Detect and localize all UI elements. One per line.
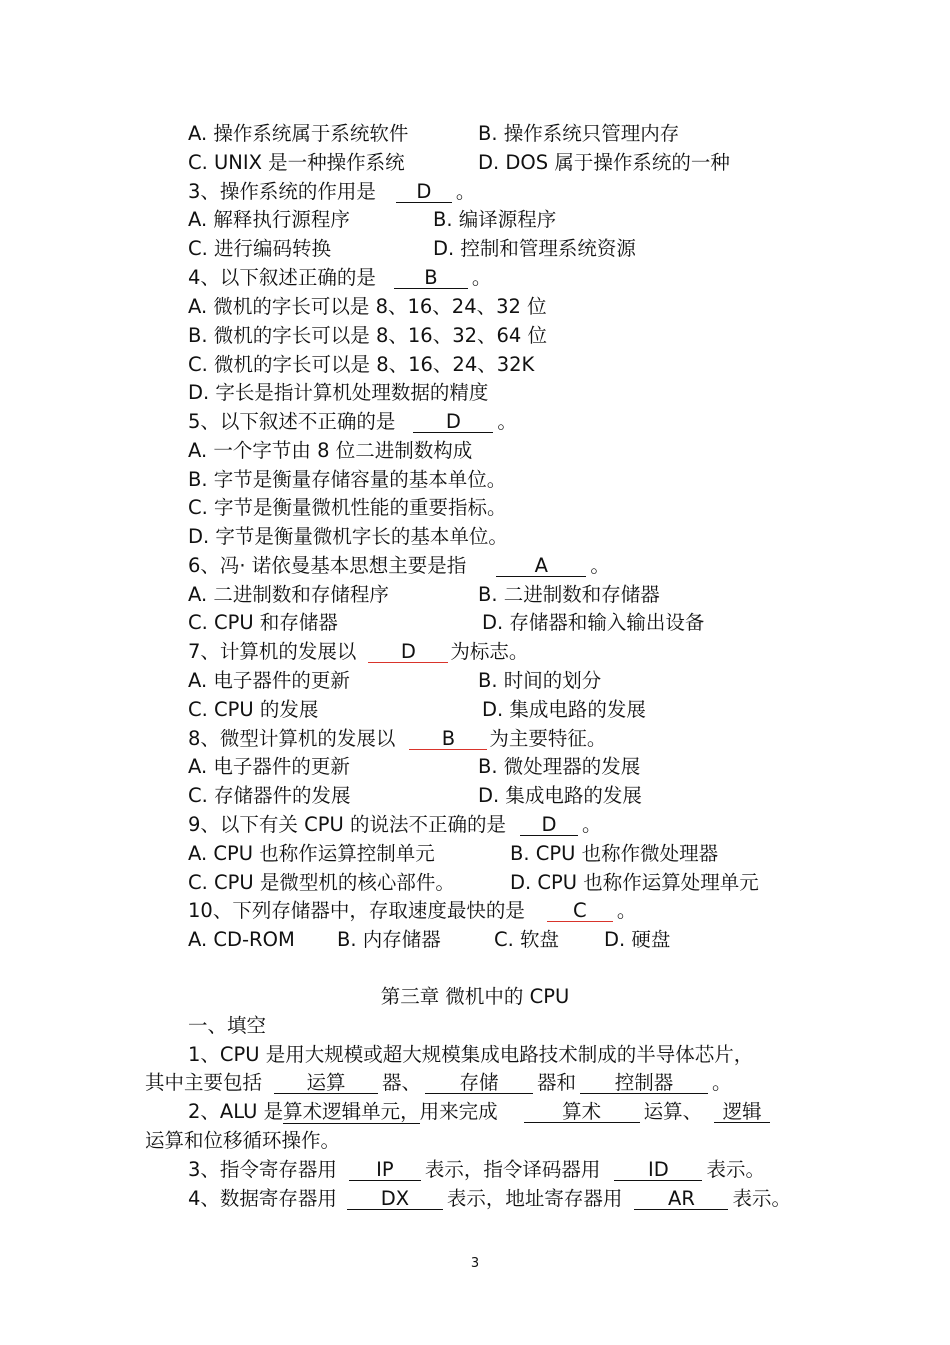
q9-option-b: B. CPU 也称作微处理器 xyxy=(510,842,719,865)
q6-option-a: A. 二进制数和存储程序 xyxy=(188,583,389,606)
q2-option-b: B. 操作系统只管理内存 xyxy=(478,122,680,145)
q4-tail: 。 xyxy=(471,266,492,289)
q3-option-a: A. 解释执行源程序 xyxy=(188,208,350,231)
q3-tail: 。 xyxy=(455,180,476,203)
fill4-blank-2: AR xyxy=(634,1189,728,1210)
q9-tail: 。 xyxy=(581,813,602,836)
q7-option-a: A. 电子器件的更新 xyxy=(188,669,350,692)
q8-question-text: 8、微型计算机的发展以 xyxy=(188,727,396,750)
q4-answer-blank: B xyxy=(394,268,468,289)
q6-question-text: 6、冯· 诺依曼基本思想主要是指 xyxy=(188,554,467,577)
q7-option-b: B. 时间的划分 xyxy=(478,669,602,692)
q10-option-a: A. CD-ROM xyxy=(188,928,295,951)
fill1-mid-1: 器、 xyxy=(382,1071,422,1094)
fill2-underlined-term: 算术逻辑单元， xyxy=(283,1100,420,1123)
q8-option-a: A. 电子器件的更新 xyxy=(188,755,350,778)
fill3-prefix: 3、指令寄存器用 xyxy=(188,1158,337,1181)
fill2-blank-2: 逻辑 xyxy=(714,1102,770,1123)
q3-option-b: B. 编译源程序 xyxy=(433,208,557,231)
q3-option-c: C. 进行编码转换 xyxy=(188,237,332,260)
q10-option-d: D. 硬盘 xyxy=(604,928,671,951)
fill1-line1: 1、CPU 是用大规模或超大规模集成电路技术制成的半导体芯片， xyxy=(188,1043,754,1066)
q7-answer-blank: D xyxy=(368,642,448,663)
page-number: 3 xyxy=(470,1256,480,1271)
fill4-mid: 表示，地址寄存器用 xyxy=(446,1187,623,1210)
fill3-blank-1: IP xyxy=(349,1160,421,1181)
q5-answer-blank: D xyxy=(413,412,493,433)
q4-option-a: A. 微机的字长可以是 8、16、24、32 位 xyxy=(188,295,547,318)
fill2-mid-2: 运算、 xyxy=(643,1100,703,1123)
q2-option-d: D. DOS 属于操作系统的一种 xyxy=(478,151,730,174)
chapter-title: 第三章 微机中的 CPU xyxy=(380,985,570,1008)
q4-option-d: D. 字长是指计算机处理数据的精度 xyxy=(188,381,489,404)
q3-option-d: D. 控制和管理系统资源 xyxy=(433,237,636,260)
q8-option-d: D. 集成电路的发展 xyxy=(478,784,642,807)
q8-tail: 为主要特征。 xyxy=(489,727,607,750)
fill1-blank-3: 控制器 xyxy=(580,1073,708,1094)
q7-stem xyxy=(188,640,528,664)
q6-tail: 。 xyxy=(590,554,610,577)
q2-option-c: C. UNIX 是一种操作系统 xyxy=(188,151,405,174)
q6-answer-blank: A xyxy=(496,556,586,577)
q6-option-d: D. 存储器和输入输出设备 xyxy=(482,611,705,634)
fill1-blank-2: 存储 xyxy=(425,1073,533,1094)
q3-answer-blank: D xyxy=(396,182,452,203)
q9-option-d: D. CPU 也称作运算处理单元 xyxy=(510,871,759,894)
fill1-line2 xyxy=(145,1071,732,1095)
q7-tail: 为标志。 xyxy=(450,640,529,663)
q7-option-c: C. CPU 的发展 xyxy=(188,698,319,721)
q8-stem xyxy=(188,727,606,751)
q7-option-d: D. 集成电路的发展 xyxy=(482,698,646,721)
fill1-prefix: 其中主要包括 xyxy=(145,1071,263,1094)
q9-question-text: 9、以下有关 CPU 的说法不正确的是 xyxy=(188,813,506,836)
q6-option-b: B. 二进制数和存储器 xyxy=(478,583,660,606)
fill3-line xyxy=(188,1158,765,1182)
q6-stem xyxy=(188,554,610,578)
fill2-line1 xyxy=(188,1100,774,1124)
q10-option-b: B. 内存储器 xyxy=(337,928,441,951)
q3-question-text: 3、操作系统的作用是 xyxy=(188,180,376,203)
fill2-mid-1: 用来完成 xyxy=(419,1100,498,1123)
q9-stem xyxy=(188,813,601,837)
q10-question-text: 10、下列存储器中，存取速度最快的是 xyxy=(188,899,525,922)
q9-option-c: C. CPU 是微型机的核心部件。 xyxy=(188,871,455,894)
fill3-blank-2: ID xyxy=(614,1160,702,1181)
fill4-prefix: 4、数据寄存器用 xyxy=(188,1187,337,1210)
q9-option-a: A. CPU 也称作运算控制单元 xyxy=(188,842,435,865)
section-heading: 一、填空 xyxy=(188,1014,267,1037)
fill1-tail: 。 xyxy=(712,1071,732,1094)
fill3-mid: 表示，指令译码器用 xyxy=(424,1158,601,1181)
fill4-blank-1: DX xyxy=(347,1189,443,1210)
q5-tail: 。 xyxy=(497,410,517,433)
fill4-tail: 表示。 xyxy=(732,1187,791,1210)
q8-answer-blank: B xyxy=(409,729,487,750)
q10-option-c: C. 软盘 xyxy=(494,928,560,951)
fill2-blank-1: 算术 xyxy=(524,1102,640,1123)
fill3-tail: 表示。 xyxy=(706,1158,765,1181)
q5-option-d: D. 字节是衡量微机字长的基本单位。 xyxy=(188,525,508,548)
q5-stem xyxy=(188,410,517,434)
fill2-line2: 运算和位移循环操作。 xyxy=(145,1129,341,1152)
q4-option-c: C. 微机的字长可以是 8、16、24、32K xyxy=(188,353,535,376)
q10-answer-blank: C xyxy=(547,901,613,922)
q7-question-text: 7、计算机的发展以 xyxy=(188,640,357,663)
q3-stem xyxy=(188,180,475,204)
q6-option-c: C. CPU 和存储器 xyxy=(188,611,338,634)
fill2-prefix: 2、ALU 是 xyxy=(188,1100,284,1123)
q4-question-text: 4、以下叙述正确的是 xyxy=(188,266,376,289)
q5-question-text: 5、以下叙述不正确的是 xyxy=(188,410,396,433)
fill4-line xyxy=(188,1187,791,1211)
q8-option-b: B. 微处理器的发展 xyxy=(478,755,641,778)
fill1-blank-1: 运算 xyxy=(274,1073,378,1094)
q5-option-a: A. 一个字节由 8 位二进制数构成 xyxy=(188,439,473,462)
q5-option-b: B. 字节是衡量存储容量的基本单位。 xyxy=(188,468,507,491)
q8-option-c: C. 存储器件的发展 xyxy=(188,784,351,807)
fill1-mid-2: 器和 xyxy=(537,1071,577,1094)
q4-option-b: B. 微机的字长可以是 8、16、32、64 位 xyxy=(188,324,548,347)
q9-answer-blank: D xyxy=(520,815,578,836)
q10-tail: 。 xyxy=(616,899,637,922)
q10-stem xyxy=(188,899,636,923)
q2-option-a: A. 操作系统属于系统软件 xyxy=(188,122,409,145)
q5-option-c: C. 字节是衡量微机性能的重要指标。 xyxy=(188,496,507,519)
q4-stem xyxy=(188,266,491,290)
